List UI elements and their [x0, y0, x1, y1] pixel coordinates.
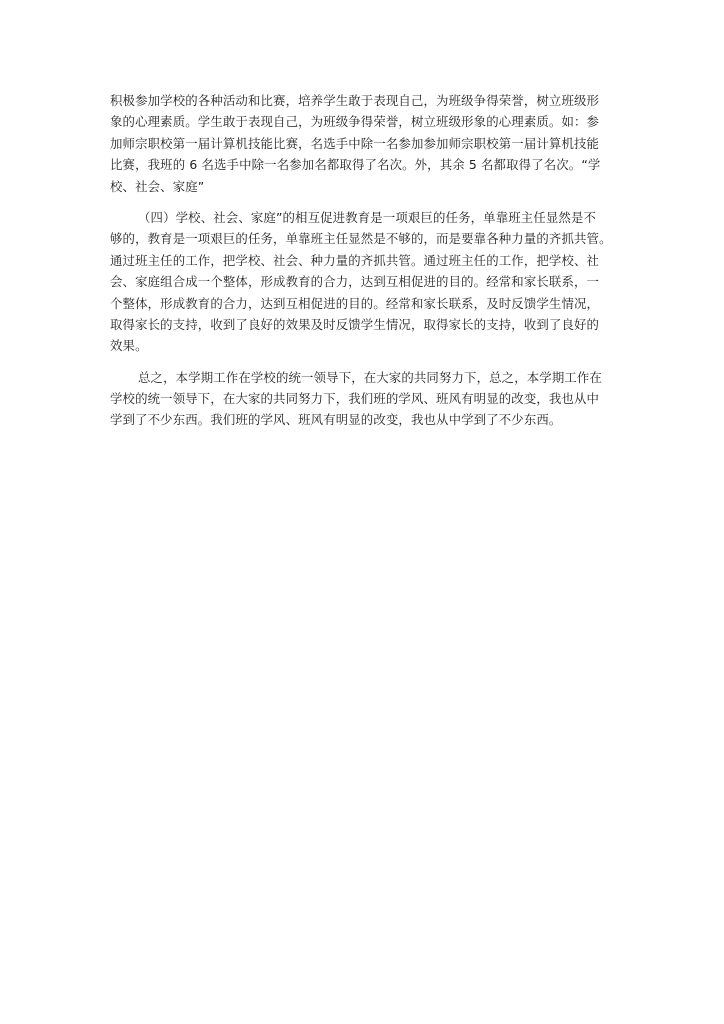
text-line: 象的心理素质。学生敢于表现自己，为班级争得荣誉，树立班级形象的心理素质。如：参 — [110, 114, 600, 130]
paragraph-spacer — [110, 357, 620, 367]
text-line: 够的，教育是一项艰巨的任务，单靠班主任显然是不够的，而是要靠各种力量的齐抓共管。 — [110, 231, 612, 247]
text-line: 比赛，我班的 6 名选手中除一名参加名都取得了名次。外，其余 5 名都取得了名次。“学 — [110, 157, 601, 173]
paragraph-school-society-family — [110, 207, 620, 357]
text-line: 效果。 — [110, 338, 148, 354]
text-line: 通过班主任的工作，把学校、社会、种力量的齐抓共管。通过班主任的工作，把学校、社 — [110, 252, 600, 268]
text-line: 学到了不少东西。我们班的学风、班风有明显的改变，我也从中学到了不少东西。 — [110, 412, 562, 428]
text-line: 个整体，形成教育的合力，达到互相促进的目的。经常和家长联系，及时反馈学生情况， — [110, 295, 600, 311]
text-line: 取得家长的支持，收到了良好的效果及时反馈学生情况，取得家长的支持，收到了良好的 — [110, 316, 600, 332]
paragraph-spacer — [110, 197, 620, 207]
paragraph-activities — [110, 90, 620, 197]
text-line: 会、家庭组合成一个整体，形成教育的合力，达到互相促进的目的。经常和家长联系，一 — [110, 274, 600, 290]
text-line: 加师宗职校第一届计算机技能比赛，名选手中除一名参加参加师宗职校第一届计算机技能 — [110, 135, 600, 151]
text-line: 学校的统一领导下，在大家的共同努力下，我们班的学风、班风有明显的改变，我也从中 — [110, 391, 600, 407]
text-line: 积极参加学校的各种活动和比赛，培养学生敢于表现自己，为班级争得荣誉，树立班级形 — [110, 93, 600, 108]
text-line: 总之，本学期工作在学校的统一领导下，在大家的共同努力下，总之，本学期工作在 — [138, 369, 603, 385]
document-body — [110, 90, 620, 431]
paragraph-summary — [110, 367, 620, 431]
text-line: （四）学校、社会、家庭”的相互促进教育是一项艰巨的任务，单靠班主任显然是不 — [138, 209, 597, 225]
text-line: 校、社会、家庭” — [110, 178, 205, 194]
